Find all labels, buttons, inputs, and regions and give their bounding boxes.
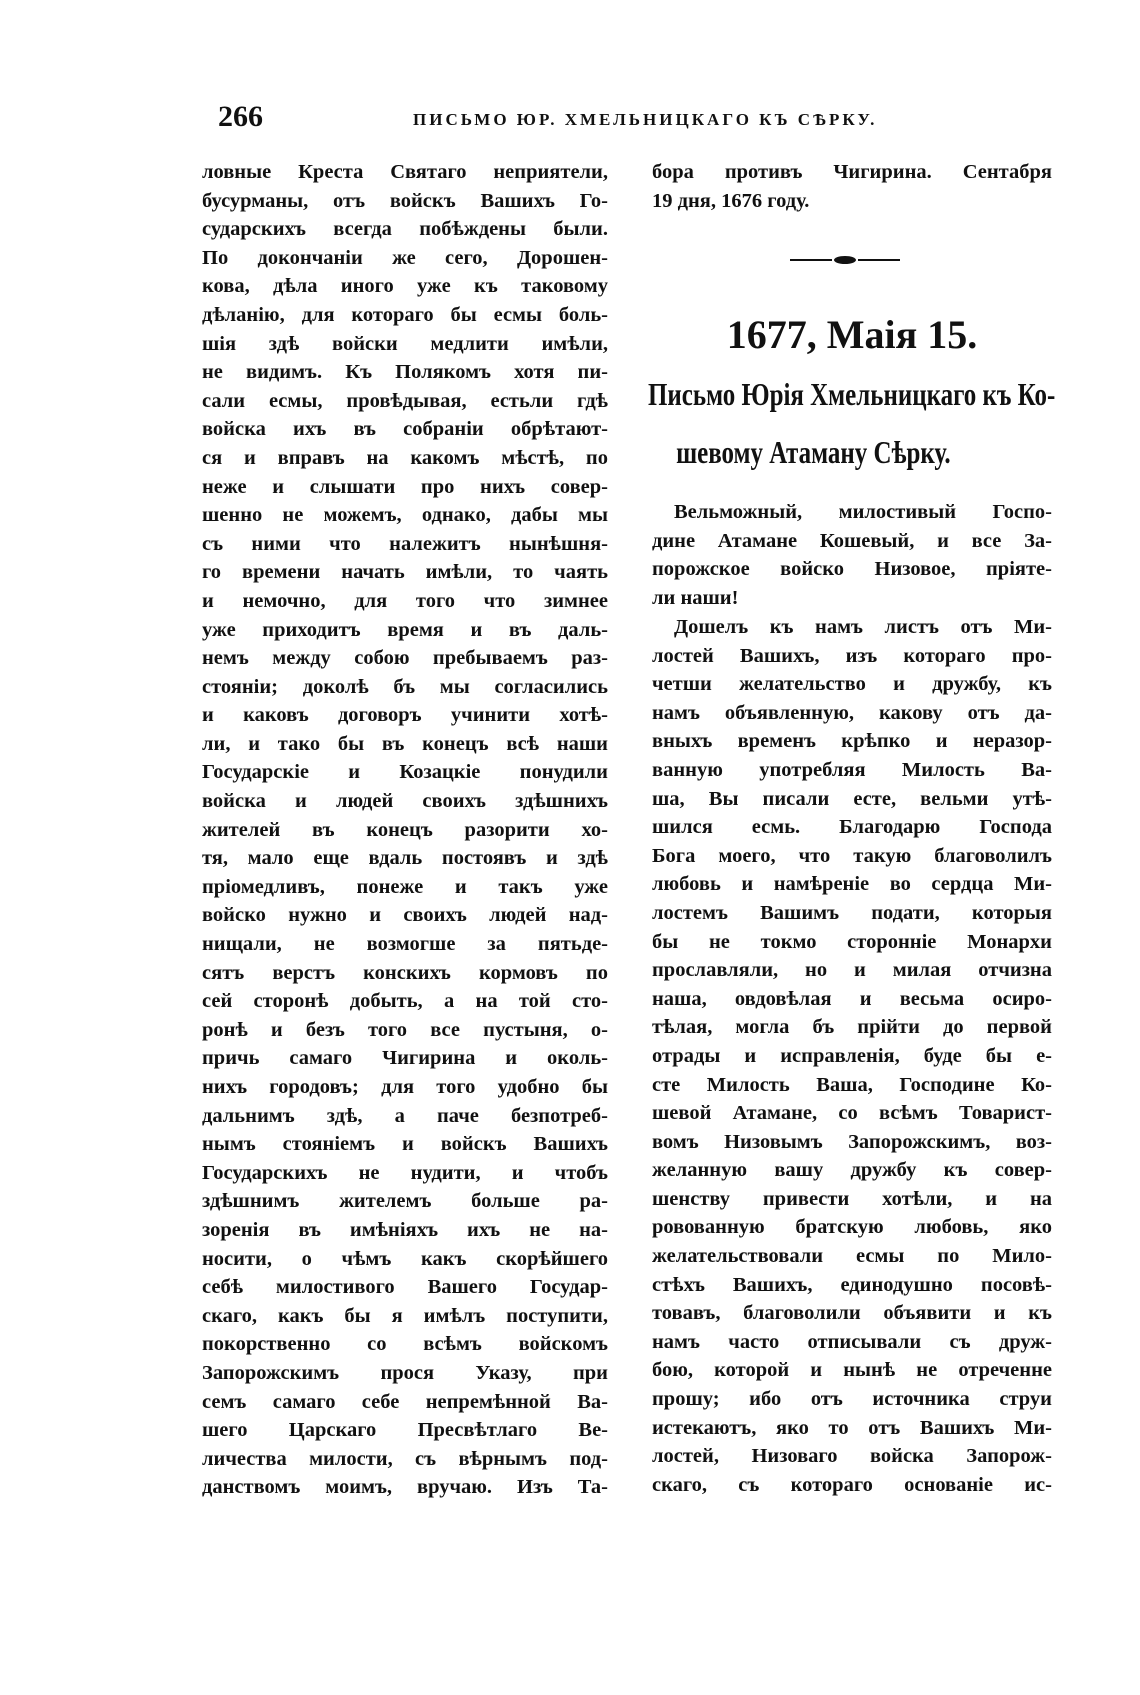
text-line: товавъ, благоволили объявити и къ [652,1302,1052,1325]
divider-rule-left [790,259,832,261]
text-line: скаго, какъ бы я имѣлъ поступити, [202,1304,608,1327]
text-line: стояніи; доколѣ бъ мы согласились [202,675,608,698]
text-line: войска и людей своихъ здѣшнихъ [202,790,608,813]
text-line: шенно не можемъ, однако, дабы мы [202,504,608,527]
text-line: здѣшнимъ жителемъ больше ра- [202,1190,608,1213]
text-line: шевой Атамане, со всѣмъ Товарист- [652,1102,1052,1125]
text-line: ванную употребляя Милость Ва- [652,758,1052,781]
text-line: себѣ милостивого Вашего Государ- [202,1276,608,1299]
letter-title [648,365,1056,481]
text-line: ша, Вы писали есте, вельми утѣ- [652,787,1052,810]
text-line: пріомедливъ, понеже и такъ уже [202,875,608,898]
text-line: тѣлая, могла бъ прійти до первой [652,1016,1052,1039]
text-line: бы не токмо сторонніе Монархи [652,930,1052,953]
text-line: ловные Креста Святаго неприятели, [202,161,608,183]
text-line: 19 дня, 1676 году. [652,189,810,212]
text-line: бусурманы, отъ войскъ Вашихъ Го- [202,189,608,212]
text-line: покорственно со всѣмъ войскомъ [202,1333,608,1356]
text-line: съ ними что належитъ нынѣшня- [202,532,608,555]
text-line: уже приходитъ время и въ даль- [202,618,608,641]
text-line: бою, которой и нынѣ не отреченне [652,1359,1052,1382]
text-line: намъ объявленную, какову отъ да- [652,701,1052,724]
section-divider-ornament [790,255,900,265]
text-line: По докончаніи же сего, Дорошен- [202,246,608,269]
text-line: го времени начать имѣли, то чаять [202,561,608,584]
page-number: 266 [218,100,263,133]
text-line: и каковъ договоръ учинити хотѣ- [202,704,608,727]
text-line: шенству привести хотѣли, и на [652,1187,1052,1210]
text-line: нихъ городовъ; для того удобно бы [202,1076,608,1098]
text-line: Дошелъ къ намъ листъ отъ Ми- [674,616,1052,638]
text-line: войско нужно и своихъ людей над- [202,904,608,927]
text-line: семъ самаго себе непремѣнной Ва- [202,1390,608,1413]
text-line: любовь и намѣреніе во сердца Ми- [652,873,1052,896]
text-line: немъ между собою пребываемъ раз- [202,647,608,670]
text-line: кова, дѣла иного уже къ таковому [202,275,608,298]
text-line: ли, и тако бы въ конецъ всѣ наши [202,732,608,755]
text-line: носити, о чѣмъ какъ скорѣйшего [202,1247,608,1270]
text-line: четши желательство и дружбу, къ [652,673,1052,696]
text-line: шія здѣ войски медлити имѣли, [202,332,608,355]
text-line: намъ часто отписывали съ друж- [652,1330,1052,1353]
text-line: лостей Вашихъ, изъ котораго про- [652,644,1052,667]
divider-rule-right [858,259,900,261]
text-line: ровованную братскую любовь, яко [652,1216,1052,1239]
divider-center-ornament [834,256,856,264]
text-line: скаго, съ котораго основаніе ис- [652,1473,1052,1496]
text-line: сали есмы, провѣдывая, естьли гдѣ [202,389,608,412]
text-line: причь самаго Чигирина и околь- [202,1047,608,1070]
text-line: жителей въ конецъ разорити хо- [202,818,608,841]
text-line: сте Милость Ваша, Господине Ко- [652,1073,1052,1096]
text-line: данствомъ моимъ, вручаю. Изъ Та- [202,1476,608,1499]
text-line: сятъ верстъ конскихъ кормовъ по [202,961,608,984]
letter-body [652,613,1052,1499]
text-line: порожское войско Низовое, пріяте- [652,558,1052,581]
text-line: шился есмь. Благодарю Господа [652,816,1052,839]
text-line: лостей, Низоваго войска Запорож- [652,1445,1052,1468]
text-line: желанную вашу дружбу къ совер- [652,1159,1052,1182]
text-line: прославляли, но и милая отчизна [652,959,1052,982]
text-line: стѣхъ Вашихъ, единодушно посовѣ- [652,1273,1052,1296]
text-line: не видимъ. Къ Полякомъ хотя пи- [202,361,608,384]
text-line: бора противъ Чигирина. Сентабря [652,161,1052,183]
text-line: нищали, не возмогше за пятьде- [202,933,608,956]
text-line: прошу; ибо отъ источника струи [652,1388,1052,1411]
text-line: Запорожскимъ прося Указу, при [202,1361,608,1384]
letter-salutation [652,498,1052,612]
text-line: неже и слышати про нихъ совер- [202,475,608,498]
text-line: желательствовали есмы по Мило- [652,1245,1052,1268]
text-line: ли наши! [652,586,739,609]
letter-title-line: шевому Атаману Сѣрку. [676,434,951,470]
text-line: Бога моего, что такую благоволилъ [652,844,1052,867]
text-line: истекаютъ, яко то отъ Вашихъ Ми- [652,1416,1052,1439]
text-line: зоренія въ имѣніяхъ ихъ не на- [202,1218,608,1241]
text-line: дѣланію, для котораго бы есмы боль- [202,303,608,326]
text-line: вомъ Низовымъ Запорожскимъ, воз- [652,1130,1052,1153]
text-line: войска ихъ въ собраніи обрѣтают- [202,418,608,441]
text-line: вныхъ временъ крѣпко и неразор- [652,730,1052,753]
text-line: личества милости, съ вѣрнымъ под- [202,1447,608,1470]
text-line: шего Царскаго Пресвѣтлаго Ве- [202,1419,608,1442]
right-column-continuation [652,158,1052,215]
text-line: дальнимъ здѣ, а паче безпотреб- [202,1104,608,1127]
running-head [218,100,958,140]
text-line: и немочно, для того что зимнее [202,589,608,612]
text-line: наша, овдовѣлая и весьма осиро- [652,987,1052,1010]
text-line: тя, мало еще вдаль постоявъ и здѣ [202,847,608,870]
text-line: нымъ стояніемъ и войскъ Вашихъ [202,1133,608,1156]
text-line: ся и вправъ на какомъ мѣстѣ, по [202,446,608,469]
text-line: Государскіе и Козацкіе понудили [202,761,608,784]
text-line: сударскихъ всегда побѣждены были. [202,218,608,241]
text-line: отрады и исправленія, буде бы е- [652,1044,1052,1067]
text-line: ронѣ и безъ того все пустыня, о- [202,1018,608,1041]
text-line: Вельможный, милостивый Госпо- [674,501,1052,523]
text-line: сей сторонѣ добыть, а на той сто- [202,990,608,1013]
date-heading: 1677, Маія 15. [726,312,978,357]
left-column [202,158,608,1502]
text-line: дине Атамане Кошевый, и все За- [652,529,1052,552]
text-line: лостемъ Вашимъ подати, которыя [652,901,1052,924]
text-line: Государскихъ не нудити, и чтобъ [202,1161,608,1184]
running-title: ПИСЬМО ЮР. ХМЕЛЬНИЦКАГО КЪ СѢРКУ. [413,110,878,129]
letter-title-line: Письмо Юрія Хмельницкаго къ Ко- [648,376,1056,412]
